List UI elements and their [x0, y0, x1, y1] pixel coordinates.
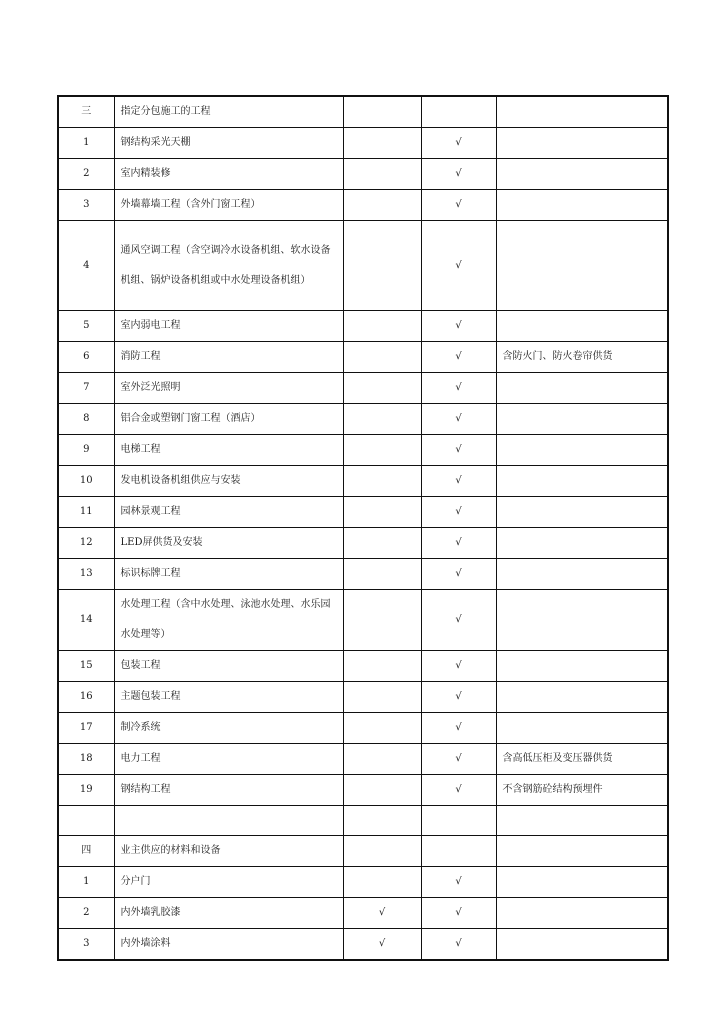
row-number-cell: 7 — [58, 373, 114, 404]
column-a-mark-cell — [343, 373, 421, 404]
column-a-mark-cell — [343, 497, 421, 528]
table-row — [58, 713, 668, 744]
row-number-cell: 2 — [58, 159, 114, 190]
column-a-mark-cell: √ — [343, 898, 421, 929]
table-row — [58, 497, 668, 528]
row-number-cell: 3 — [58, 190, 114, 221]
item-name-cell — [114, 806, 343, 836]
item-name-cell: 业主供应的材料和设备 — [114, 836, 343, 867]
row-number-cell: 5 — [58, 311, 114, 342]
remark-cell — [496, 528, 668, 559]
table-row — [58, 775, 668, 806]
column-a-mark-cell — [343, 466, 421, 497]
column-b-mark-cell: √ — [421, 221, 496, 311]
column-a-mark-cell — [343, 159, 421, 190]
column-a-mark-cell — [343, 806, 421, 836]
item-name-cell: LED屏供货及安装 — [114, 528, 343, 559]
column-a-mark-cell — [343, 435, 421, 466]
row-number-cell: 10 — [58, 466, 114, 497]
column-b-mark-cell: √ — [421, 713, 496, 744]
item-name-cell: 内外墙涂料 — [114, 929, 343, 961]
table-row — [58, 929, 668, 961]
column-a-mark-cell — [343, 559, 421, 590]
row-number-cell: 14 — [58, 590, 114, 651]
table-body — [58, 96, 668, 960]
column-b-mark-cell: √ — [421, 497, 496, 528]
row-number-cell: 三 — [58, 96, 114, 128]
table-row — [58, 651, 668, 682]
table-row — [58, 373, 668, 404]
table-row — [58, 311, 668, 342]
item-name-cell: 室内弱电工程 — [114, 311, 343, 342]
remark-cell — [496, 159, 668, 190]
table-row — [58, 867, 668, 898]
item-name-cell: 发电机设备机组供应与安装 — [114, 466, 343, 497]
column-b-mark-cell: √ — [421, 744, 496, 775]
remark-cell — [496, 806, 668, 836]
row-number-cell: 19 — [58, 775, 114, 806]
remark-cell — [496, 559, 668, 590]
item-name-cell: 园林景观工程 — [114, 497, 343, 528]
table-row — [58, 404, 668, 435]
column-a-mark-cell — [343, 404, 421, 435]
row-number-cell: 3 — [58, 929, 114, 961]
row-number-cell: 6 — [58, 342, 114, 373]
row-number-cell: 4 — [58, 221, 114, 311]
remark-cell: 不含钢筋砼结构预埋件 — [496, 775, 668, 806]
row-number-cell: 15 — [58, 651, 114, 682]
table-row — [58, 342, 668, 373]
column-a-mark-cell — [343, 713, 421, 744]
remark-cell — [496, 867, 668, 898]
column-a-mark-cell — [343, 682, 421, 713]
column-a-mark-cell — [343, 128, 421, 159]
row-number-cell: 2 — [58, 898, 114, 929]
scope-table — [57, 95, 669, 961]
column-b-mark-cell: √ — [421, 190, 496, 221]
item-name-cell: 水处理工程（含中水处理、泳池水处理、水乐园水处理等） — [114, 590, 343, 651]
remark-cell — [496, 713, 668, 744]
item-name-cell: 消防工程 — [114, 342, 343, 373]
column-a-mark-cell — [343, 590, 421, 651]
item-name-cell: 指定分包施工的工程 — [114, 96, 343, 128]
item-name-cell: 外墙幕墙工程（含外门窗工程） — [114, 190, 343, 221]
table-row — [58, 559, 668, 590]
remark-cell — [496, 466, 668, 497]
column-a-mark-cell — [343, 651, 421, 682]
item-name-cell: 标识标牌工程 — [114, 559, 343, 590]
item-name-cell: 电梯工程 — [114, 435, 343, 466]
item-name-cell: 制冷系统 — [114, 713, 343, 744]
column-b-mark-cell: √ — [421, 898, 496, 929]
column-a-mark-cell — [343, 342, 421, 373]
column-b-mark-cell: √ — [421, 651, 496, 682]
row-number-cell: 13 — [58, 559, 114, 590]
table-row — [58, 159, 668, 190]
item-name-cell: 室外泛光照明 — [114, 373, 343, 404]
column-b-mark-cell: √ — [421, 867, 496, 898]
remark-cell — [496, 190, 668, 221]
row-number-cell: 11 — [58, 497, 114, 528]
column-a-mark-cell — [343, 867, 421, 898]
row-number-cell: 1 — [58, 867, 114, 898]
column-a-mark-cell — [343, 836, 421, 867]
column-b-mark-cell — [421, 806, 496, 836]
item-name-cell: 包装工程 — [114, 651, 343, 682]
table-row — [58, 836, 668, 867]
remark-cell — [496, 497, 668, 528]
remark-cell — [496, 221, 668, 311]
item-name-cell: 铝合金或塑钢门窗工程（酒店） — [114, 404, 343, 435]
column-b-mark-cell: √ — [421, 775, 496, 806]
remark-cell — [496, 435, 668, 466]
row-number-cell: 四 — [58, 836, 114, 867]
column-b-mark-cell: √ — [421, 682, 496, 713]
row-number-cell: 18 — [58, 744, 114, 775]
table-row — [58, 806, 668, 836]
table-row — [58, 435, 668, 466]
table-row — [58, 466, 668, 497]
row-number-cell: 1 — [58, 128, 114, 159]
column-b-mark-cell: √ — [421, 404, 496, 435]
row-number-cell — [58, 806, 114, 836]
table-row — [58, 898, 668, 929]
remark-cell — [496, 404, 668, 435]
column-a-mark-cell — [343, 528, 421, 559]
column-a-mark-cell — [343, 775, 421, 806]
remark-cell — [496, 651, 668, 682]
column-b-mark-cell: √ — [421, 590, 496, 651]
row-number-cell: 9 — [58, 435, 114, 466]
item-name-cell: 主题包装工程 — [114, 682, 343, 713]
column-a-mark-cell — [343, 190, 421, 221]
column-b-mark-cell: √ — [421, 128, 496, 159]
column-b-mark-cell — [421, 836, 496, 867]
item-name-cell: 钢结构采光天棚 — [114, 128, 343, 159]
remark-cell — [496, 96, 668, 128]
column-b-mark-cell: √ — [421, 342, 496, 373]
row-number-cell: 12 — [58, 528, 114, 559]
table-row — [58, 744, 668, 775]
table-row — [58, 528, 668, 559]
remark-cell — [496, 898, 668, 929]
column-b-mark-cell: √ — [421, 311, 496, 342]
remark-cell — [496, 311, 668, 342]
item-name-cell: 通风空调工程（含空调冷水设备机组、软水设备机组、锅炉设备机组或中水处理设备机组） — [114, 221, 343, 311]
remark-cell — [496, 682, 668, 713]
remark-cell — [496, 590, 668, 651]
column-b-mark-cell: √ — [421, 559, 496, 590]
column-a-mark-cell — [343, 221, 421, 311]
column-b-mark-cell: √ — [421, 466, 496, 497]
remark-cell — [496, 373, 668, 404]
table-row — [58, 190, 668, 221]
column-a-mark-cell: √ — [343, 929, 421, 961]
column-b-mark-cell: √ — [421, 373, 496, 404]
column-a-mark-cell — [343, 744, 421, 775]
table-row — [58, 682, 668, 713]
column-b-mark-cell: √ — [421, 528, 496, 559]
item-name-cell: 电力工程 — [114, 744, 343, 775]
item-name-cell: 分户门 — [114, 867, 343, 898]
table-row — [58, 96, 668, 128]
remark-cell — [496, 929, 668, 961]
table-row — [58, 590, 668, 651]
column-b-mark-cell — [421, 96, 496, 128]
column-a-mark-cell — [343, 311, 421, 342]
column-b-mark-cell: √ — [421, 435, 496, 466]
table-row — [58, 221, 668, 311]
column-a-mark-cell — [343, 96, 421, 128]
row-number-cell: 17 — [58, 713, 114, 744]
remark-cell: 含高低压柜及变压器供货 — [496, 744, 668, 775]
remark-cell — [496, 836, 668, 867]
remark-cell: 含防火门、防火卷帘供货 — [496, 342, 668, 373]
item-name-cell: 钢结构工程 — [114, 775, 343, 806]
item-name-cell: 室内精装修 — [114, 159, 343, 190]
column-b-mark-cell: √ — [421, 159, 496, 190]
column-b-mark-cell: √ — [421, 929, 496, 961]
table-row — [58, 128, 668, 159]
row-number-cell: 16 — [58, 682, 114, 713]
remark-cell — [496, 128, 668, 159]
item-name-cell: 内外墙乳胶漆 — [114, 898, 343, 929]
row-number-cell: 8 — [58, 404, 114, 435]
